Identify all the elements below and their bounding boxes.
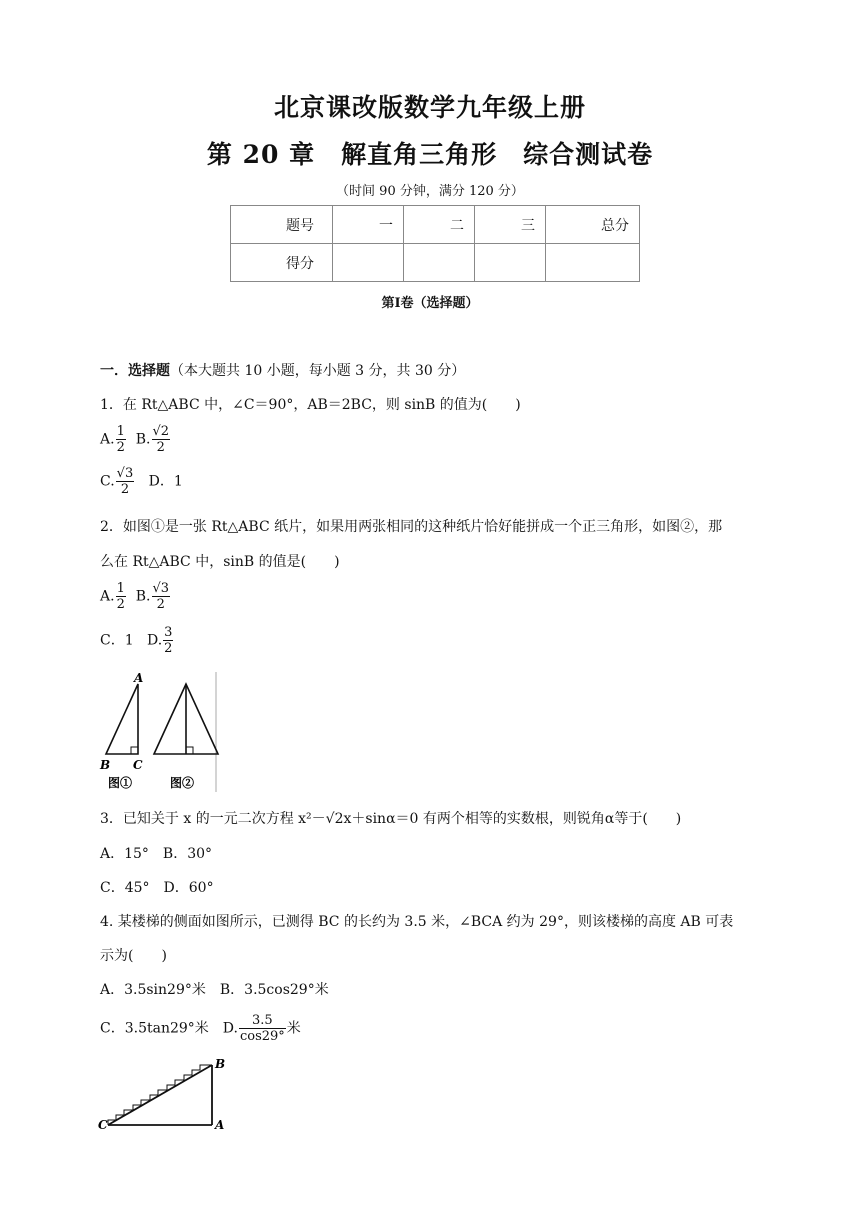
- option-c: C．3.5tan29°米: [100, 1020, 223, 1037]
- figure-caption-1: 图①: [108, 776, 133, 790]
- chapter-title: 第 20 章 解直角三角形 综合测试卷: [206, 140, 654, 169]
- score-input-cell: [404, 244, 475, 282]
- denominator: 2: [120, 482, 130, 497]
- table-cell: 三: [475, 206, 546, 244]
- numerator: √3: [152, 581, 170, 596]
- q4-stem-line2: 示为( ): [100, 948, 167, 964]
- q1-options-cd: [100, 466, 183, 497]
- score-input-cell: [546, 244, 640, 282]
- numerator: 3: [164, 625, 173, 640]
- denominator: cos29°: [239, 1029, 285, 1044]
- vertex-label-a: A: [134, 671, 144, 685]
- figure-caption-2: 图②: [170, 776, 195, 790]
- denominator: 2: [156, 440, 165, 455]
- table-cell: 一: [333, 206, 404, 244]
- option-label: B.: [135, 588, 151, 605]
- option-label: D.: [146, 632, 163, 649]
- table-cell: 二: [404, 206, 475, 244]
- vertex-label-c: C: [98, 1118, 108, 1132]
- option-label: A.: [100, 431, 115, 448]
- right-angle-mark: [186, 747, 193, 754]
- q2-options-ab: [100, 581, 171, 612]
- q4-options-cd: [100, 1013, 301, 1044]
- section-title: 一．选择题: [100, 363, 170, 379]
- vertex-label-a: A: [215, 1118, 225, 1132]
- fraction: [163, 625, 173, 656]
- denominator: 2: [116, 440, 125, 455]
- q4-staircase-figure: [96, 1055, 230, 1135]
- q3-options-ab: A．15° B．30°: [100, 846, 213, 862]
- fraction: [152, 424, 171, 455]
- score-input-cell: [475, 244, 546, 282]
- volume-label: 第Ⅰ卷（选择题）: [381, 296, 479, 311]
- denominator: 2: [156, 597, 165, 612]
- fraction: [152, 581, 171, 612]
- fraction: [116, 424, 126, 455]
- denominator: 2: [164, 641, 173, 656]
- document-title: 北京课改版数学九年级上册: [273, 93, 586, 122]
- option-label: D.: [222, 1020, 238, 1037]
- q1-stem: 1．在 Rt△ABC 中，∠C＝90°，AB＝2BC，则 sinB 的值为( ): [100, 397, 521, 413]
- exam-info: （时间 90 分钟，满分 120 分）: [336, 184, 524, 199]
- q2-stem-line1: 2．如图①是一张 Rt△ABC 纸片，如果用两张相同的这种纸片恰好能拼成一个正三角形，如图②，那: [100, 519, 723, 535]
- option-d: D．1: [148, 473, 183, 490]
- right-angle-mark: [131, 747, 138, 754]
- denominator: 2: [116, 597, 125, 612]
- option-c: C．1: [100, 632, 134, 649]
- q2-options-cd: [100, 625, 174, 656]
- vertex-label-b: B: [215, 1057, 226, 1071]
- table-row: [231, 244, 640, 282]
- numerator: 1: [116, 424, 125, 439]
- hypotenuse-bc: [108, 1065, 212, 1125]
- right-triangle-figure-1: [106, 684, 138, 754]
- numerator: √2: [152, 424, 170, 439]
- vertex-label-c: C: [133, 758, 143, 772]
- section-heading: [100, 360, 465, 380]
- option-label: C.: [100, 473, 115, 490]
- unit-label: 米: [286, 1020, 301, 1037]
- fraction: [239, 1013, 286, 1044]
- section-note: （本大题共 10 小题，每小题 3 分，共 30 分）: [170, 363, 466, 379]
- q3-stem: 3．已知关于 x 的一元二次方程 x²－√2x＋sinα＝0 有两个相等的实数根，则锐角α等于( ): [100, 811, 682, 827]
- q2-stem-line2: 么在 Rt△ABC 中，sinB 的值是( ): [100, 554, 340, 570]
- table-cell: 题号: [231, 206, 333, 244]
- table-cell: 总分: [546, 206, 640, 244]
- option-label: A.: [100, 588, 115, 605]
- q4-stem-line1: 4. 某楼梯的侧面如图所示，已测得 BC 的长约为 3.5 米，∠BCA 约为 29°，则该楼梯的高度 AB 可表: [100, 914, 734, 930]
- q2-figure: [98, 670, 220, 795]
- table-cell: 得分: [231, 244, 333, 282]
- option-label: B.: [135, 431, 151, 448]
- q1-options-ab: [100, 424, 171, 455]
- table-row: [231, 206, 640, 244]
- numerator: 1: [116, 581, 125, 596]
- fraction: [116, 581, 126, 612]
- numerator: √3: [116, 466, 134, 481]
- q4-options-ab: A．3.5sin29°米 B．3.5cos29°米: [100, 982, 329, 998]
- score-input-cell: [333, 244, 404, 282]
- numerator: 3.5: [239, 1013, 286, 1029]
- q3-options-cd: C．45° D．60°: [100, 880, 214, 896]
- fraction: [116, 466, 135, 497]
- score-table: [230, 205, 640, 282]
- vertex-label-b: B: [100, 758, 111, 772]
